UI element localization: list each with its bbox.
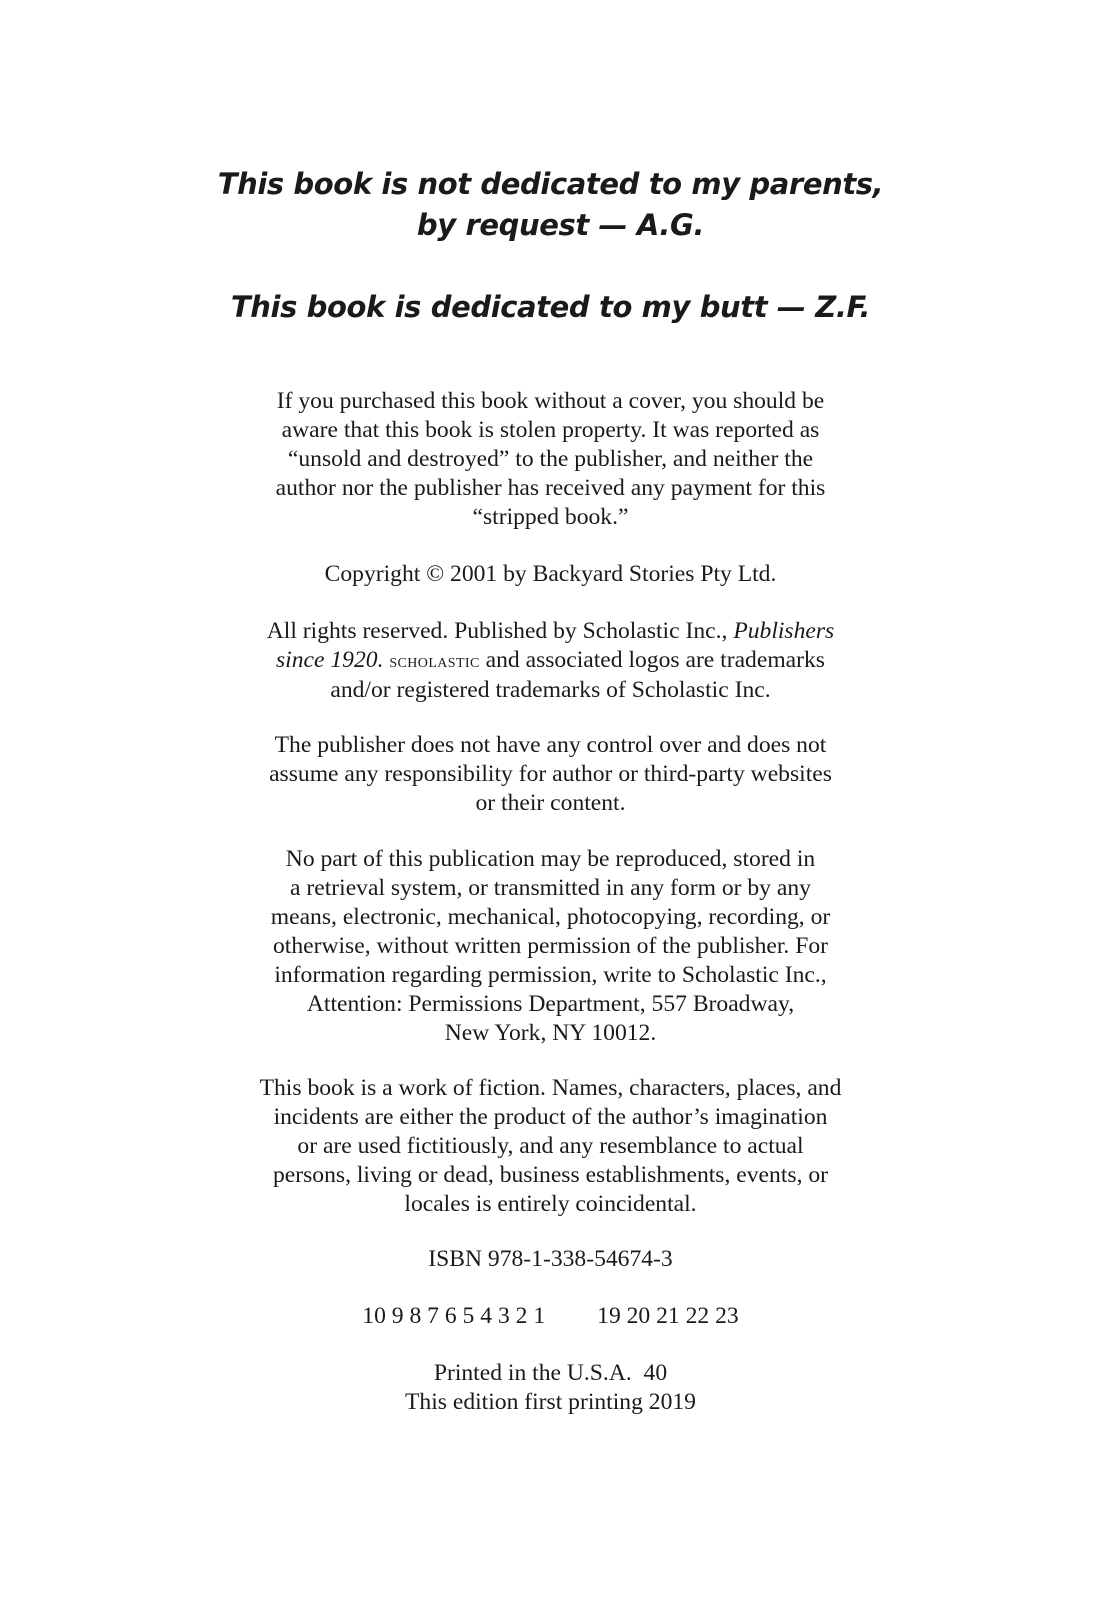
cover-notice-line: author nor the publisher has received any payment for this — [275, 475, 826, 501]
reproduction-notice-line: New York, NY 10012. — [444, 1020, 657, 1046]
reproduction-notice-line: No part of this publication may be reproduced, stored in — [285, 846, 816, 872]
printing-numbers-row — [190, 1302, 911, 1331]
impression-numbers: 10 9 8 7 6 5 4 3 2 1 — [362, 1303, 546, 1329]
fiction-notice-line: locales is entirely coincidental. — [404, 1191, 697, 1217]
rights-line-1 — [190, 617, 911, 646]
rights-notice — [190, 617, 911, 705]
copyright-line: Copyright © 2001 by Backyard Stories Pty Ltd. — [324, 561, 777, 587]
cover-notice-line: If you purchased this book without a cover, you should be — [276, 388, 825, 414]
rights-line1-italic: Publishers — [733, 618, 835, 644]
fiction-notice-line: or are used fictitiously, and any resemblance to actual — [297, 1133, 804, 1159]
rights-line2-plain: and associated logos are trademarks — [479, 647, 825, 673]
publisher-notice-line: assume any responsibility for author or third-party websites — [269, 761, 832, 787]
publisher-notice — [190, 731, 911, 818]
fiction-notice — [190, 1074, 911, 1219]
dedication-first — [0, 164, 1101, 246]
scholastic-trademark: scholastic — [389, 650, 480, 672]
reproduction-notice-line: means, electronic, mechanical, photocopying, recording, or — [270, 904, 831, 930]
printing-numbers — [190, 1302, 911, 1331]
fiction-notice-line: This book is a work of fiction. Names, characters, places, and — [259, 1075, 842, 1101]
cover-notice — [190, 387, 911, 532]
dedication-second-line: This book is dedicated to my butt — Z.F. — [230, 290, 871, 324]
copyright-notice — [190, 560, 911, 589]
reproduction-notice-line: information regarding permission, write to Scholastic Inc., — [274, 962, 827, 988]
isbn-line: ISBN 978-1-338-54674-3 — [428, 1246, 673, 1272]
isbn — [190, 1245, 911, 1274]
rights-line1-plain: All rights reserved. Published by Scholastic Inc., — [266, 618, 734, 644]
year-numbers: 19 20 21 22 23 — [597, 1303, 739, 1329]
printing-info — [190, 1359, 911, 1417]
fiction-notice-line: incidents are either the product of the author’s imagination — [273, 1104, 828, 1130]
cover-notice-line: “stripped book.” — [472, 504, 629, 530]
reproduction-notice-line: otherwise, without written permission of the publisher. For — [272, 933, 829, 959]
dedication-second — [0, 287, 1101, 328]
cover-notice-line: aware that this book is stolen property. It was reported as — [281, 417, 820, 443]
fiction-notice-line: persons, living or dead, business establishments, events, or — [272, 1162, 829, 1188]
reproduction-notice — [190, 845, 911, 1048]
rights-line-3: and/or registered trademarks of Scholastic Inc. — [330, 677, 771, 703]
cover-notice-line: “unsold and destroyed” to the publisher, and neither the — [287, 446, 814, 472]
printed-in-line: Printed in the U.S.A. 40 — [433, 1360, 668, 1386]
reproduction-notice-line: a retrieval system, or transmitted in any form or by any — [290, 875, 811, 901]
publisher-notice-line: The publisher does not have any control over and does not — [274, 732, 827, 758]
dedication-first-line2: by request — A.G. — [416, 208, 705, 242]
edition-line: This edition first printing 2019 — [405, 1389, 696, 1415]
dedication-first-line1: This book is not dedicated to my parents, — [217, 167, 884, 201]
publisher-notice-line: or their content. — [475, 790, 626, 816]
rights-line-2 — [190, 646, 911, 676]
reproduction-notice-line: Attention: Permissions Department, 557 Broadway, — [306, 991, 795, 1017]
rights-line2-italic: since 1920. — [276, 647, 384, 673]
